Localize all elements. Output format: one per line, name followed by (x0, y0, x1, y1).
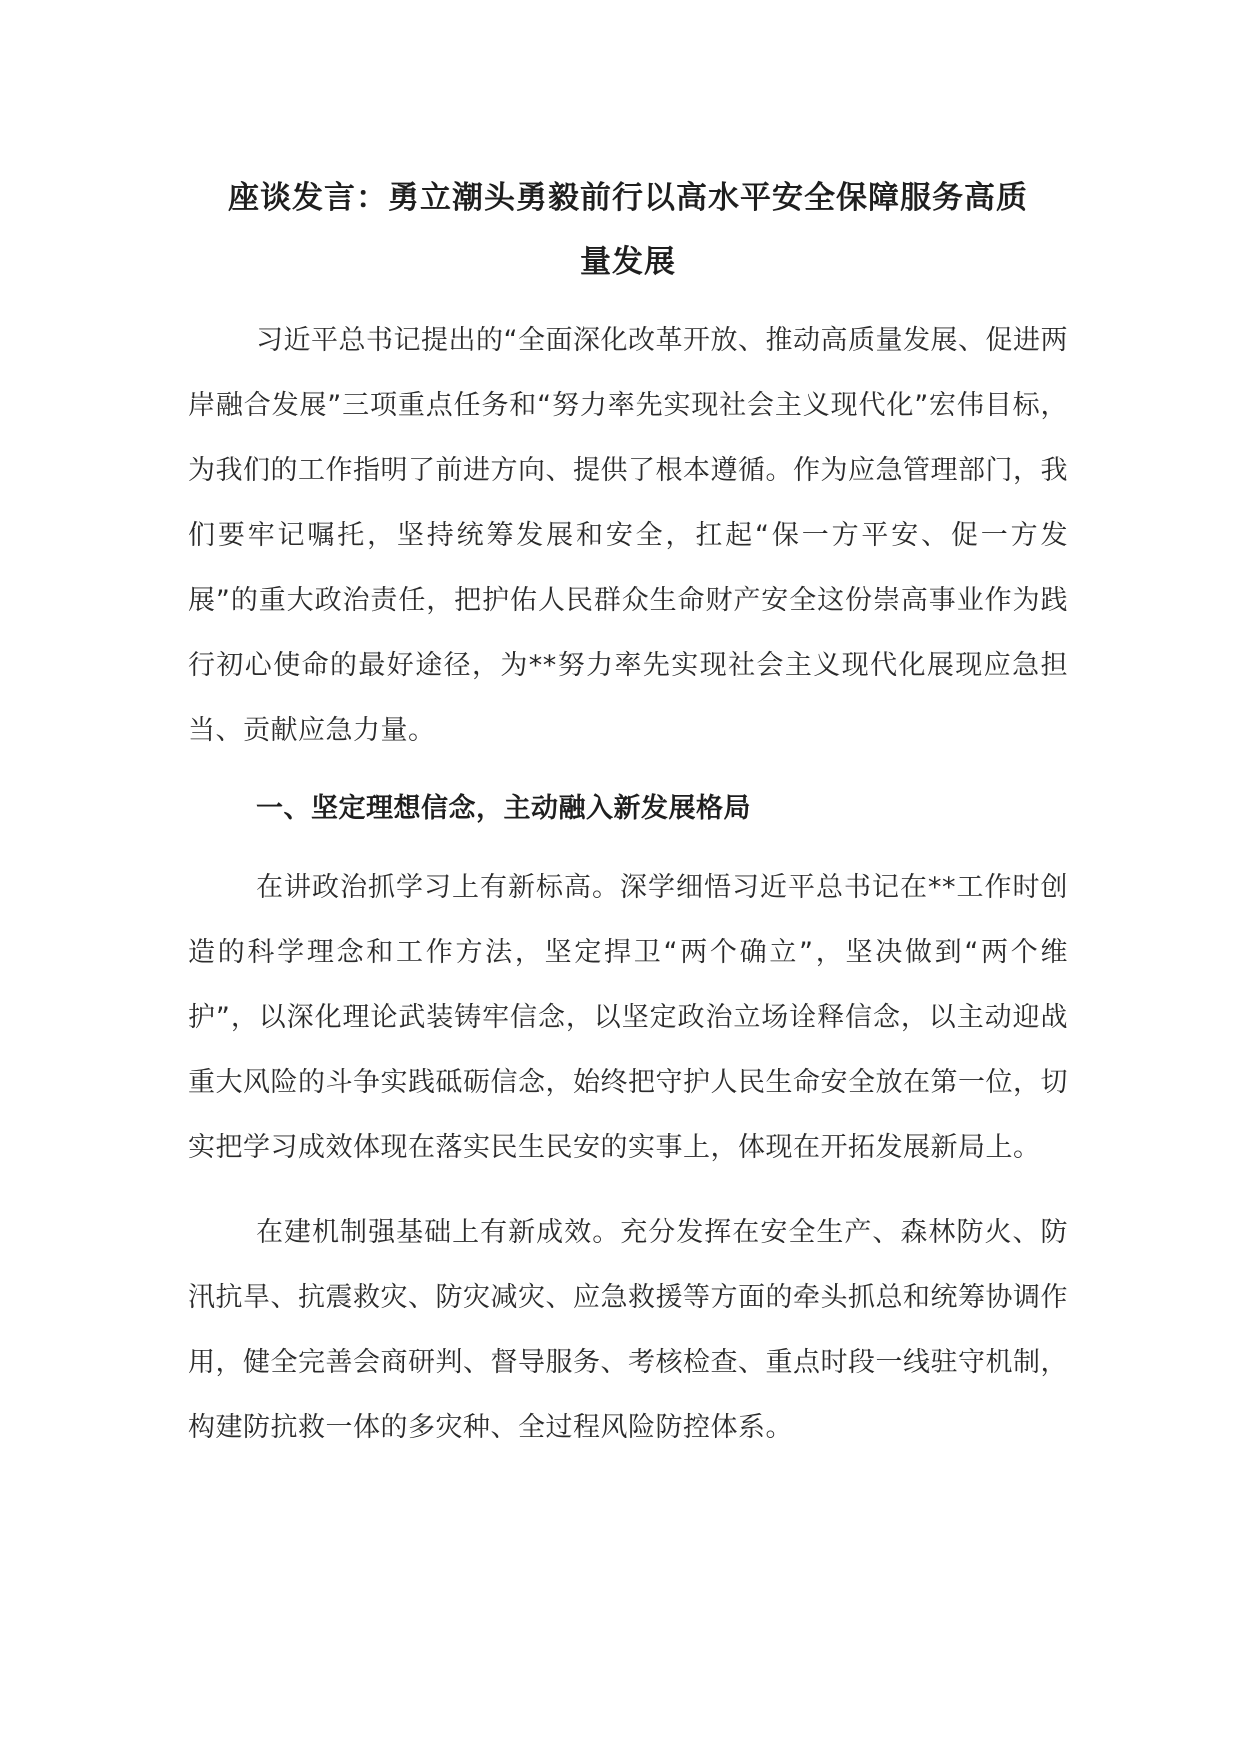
document-title (188, 166, 1068, 294)
intro-paragraph: 习近平总书记提出的“全面深化改革开放、推动高质量发展、促进两岸融合发展”三项重点任务和“努力率先实现社会主义现代化”宏伟目标，为我们的工作指明了前进方向、提供了根本遵循。作为应急管理部门，我们要牢记嘱托，坚持统筹发展和安全，扛起“保一方平安、促一方发展”的重大政治责任，把护佑人民群众生命财产安全这份崇高事业作为践行初心使命的最好途径，为**努力率先实现社会主义现代化展现应急担当、贡献应急力量。 (188, 325, 1068, 746)
title-line-2: 量发展 (580, 244, 676, 280)
title-line-1: 座谈发言：勇立潮头勇毅前行以高水平安全保障服务高质 (228, 180, 1028, 216)
document-content (188, 166, 1068, 1460)
section-paragraph: 在讲政治抓学习上有新标高。深学细悟习近平总书记在**工作时创造的科学理念和工作方法，坚定捍卫“两个确立”，坚决做到“两个维护”，以深化理论武装铸牢信念，以坚定政治立场诠释信念，以主动迎战重大风险的斗争实践砥砺信念，始终把守护人民生命安全放在第一位，切实把学习成效体现在落实民生民安的实事上，体现在开拓发展新局上。 (188, 872, 1068, 1163)
section-heading: 一、坚定理想信念，主动融入新发展格局 (256, 793, 751, 824)
section-paragraph: 在建机制强基础上有新成效。充分发挥在安全生产、森林防火、防汛抗旱、抗震救灾、防灾减灾、应急救援等方面的牵头抓总和统筹协调作用，健全完善会商研判、督导服务、考核检查、重点时段一线驻守机制，构建防抗救一体的多灾种、全过程风险防控体系。 (188, 1217, 1068, 1443)
